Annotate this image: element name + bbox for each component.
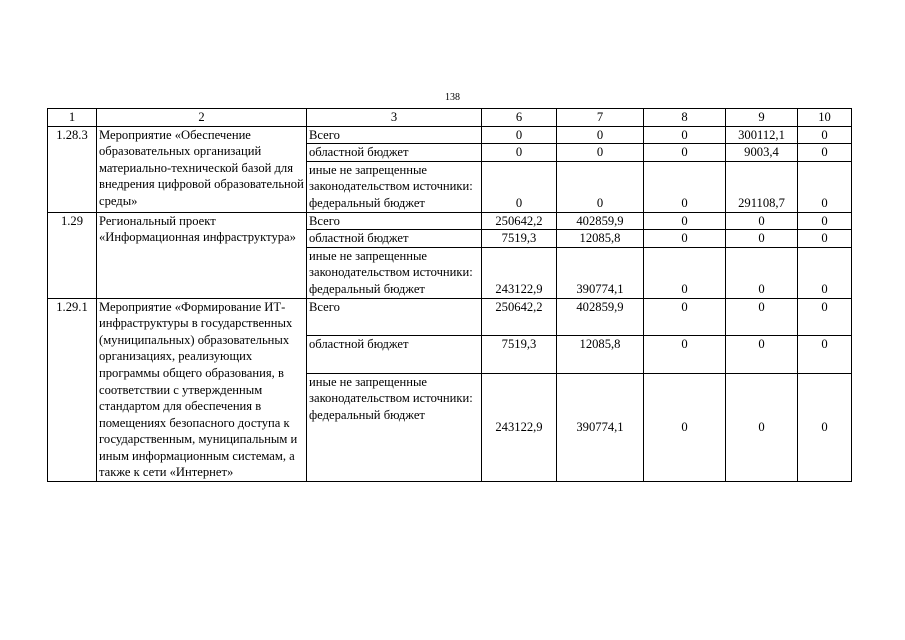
table-row xyxy=(48,298,852,336)
value-cell: 0 xyxy=(798,373,852,481)
value-cell: 390774,1 xyxy=(557,373,644,481)
header-cell: 6 xyxy=(482,109,557,127)
value-cell: 0 xyxy=(798,336,852,374)
value-cell: 0 xyxy=(557,161,644,212)
funding-source: областной бюджет xyxy=(307,230,482,248)
value-cell: 250642,2 xyxy=(482,212,557,230)
value-cell: 7519,3 xyxy=(482,336,557,374)
item-number: 1.29.1 xyxy=(48,298,97,482)
funding-source: иные не запрещенные законодательством источники: федеральный бюджет xyxy=(307,373,482,481)
value-cell: 0 xyxy=(798,126,852,144)
funding-source: Всего xyxy=(307,212,482,230)
funding-source: иные не запрещенные законодательством источники: федеральный бюджет xyxy=(307,161,482,212)
header-cell: 3 xyxy=(307,109,482,127)
value-cell: 0 xyxy=(798,212,852,230)
table-row xyxy=(48,126,852,144)
value-cell: 7519,3 xyxy=(482,230,557,248)
item-number: 1.28.3 xyxy=(48,126,97,212)
value-cell: 0 xyxy=(644,144,726,162)
value-cell: 0 xyxy=(798,298,852,336)
value-cell: 0 xyxy=(644,212,726,230)
value-cell: 0 xyxy=(482,144,557,162)
value-cell: 300112,1 xyxy=(726,126,798,144)
value-cell: 402859,9 xyxy=(557,212,644,230)
value-cell: 243122,9 xyxy=(482,247,557,298)
value-cell: 0 xyxy=(726,373,798,481)
funding-source: Всего xyxy=(307,126,482,144)
value-cell: 9003,4 xyxy=(726,144,798,162)
value-cell: 0 xyxy=(644,230,726,248)
funding-source: областной бюджет xyxy=(307,336,482,374)
value-cell: 0 xyxy=(798,161,852,212)
value-cell: 0 xyxy=(726,298,798,336)
value-cell: 291108,7 xyxy=(726,161,798,212)
value-cell: 0 xyxy=(644,336,726,374)
value-cell: 12085,8 xyxy=(557,336,644,374)
value-cell: 0 xyxy=(726,247,798,298)
value-cell: 0 xyxy=(644,247,726,298)
value-cell: 0 xyxy=(798,144,852,162)
header-cell: 8 xyxy=(644,109,726,127)
page-number: 138 xyxy=(445,92,460,103)
value-cell: 0 xyxy=(798,247,852,298)
value-cell: 0 xyxy=(557,144,644,162)
value-cell: 12085,8 xyxy=(557,230,644,248)
funding-source: иные не запрещенные законодательством источники: федеральный бюджет xyxy=(307,247,482,298)
value-cell: 0 xyxy=(644,373,726,481)
value-cell: 0 xyxy=(482,126,557,144)
value-cell: 0 xyxy=(557,126,644,144)
value-cell: 0 xyxy=(726,212,798,230)
funding-source: областной бюджет xyxy=(307,144,482,162)
item-description: Мероприятие «Формирование ИТ-инфраструктуры в государственных (муниципальных) образовательных организациях, реализующих программы общего образования, в соответствии с утвержденным стандартом для обеспечения в помещениях безопасного доступа к государственным, муниципальным и иным информационным системам, а также к сети «Интернет» xyxy=(97,298,307,482)
value-cell: 0 xyxy=(726,336,798,374)
header-cell: 7 xyxy=(557,109,644,127)
value-cell: 0 xyxy=(482,161,557,212)
value-cell: 0 xyxy=(644,126,726,144)
funding-source: Всего xyxy=(307,298,482,336)
value-cell: 0 xyxy=(798,230,852,248)
header-cell: 1 xyxy=(48,109,97,127)
budget-table xyxy=(47,108,852,482)
header-row xyxy=(48,109,852,127)
item-description: Региональный проект «Информационная инфраструктура» xyxy=(97,212,307,298)
value-cell: 243122,9 xyxy=(482,373,557,481)
value-cell: 0 xyxy=(726,230,798,248)
value-cell: 402859,9 xyxy=(557,298,644,336)
header-cell: 9 xyxy=(726,109,798,127)
value-cell: 0 xyxy=(644,161,726,212)
item-description: Мероприятие «Обеспечение образовательных организаций материально-технической базой для внедрения цифровой образовательной среды» xyxy=(97,126,307,212)
value-cell: 0 xyxy=(644,298,726,336)
header-cell: 2 xyxy=(97,109,307,127)
table-row xyxy=(48,212,852,230)
header-cell: 10 xyxy=(798,109,852,127)
value-cell: 390774,1 xyxy=(557,247,644,298)
value-cell: 250642,2 xyxy=(482,298,557,336)
item-number: 1.29 xyxy=(48,212,97,298)
